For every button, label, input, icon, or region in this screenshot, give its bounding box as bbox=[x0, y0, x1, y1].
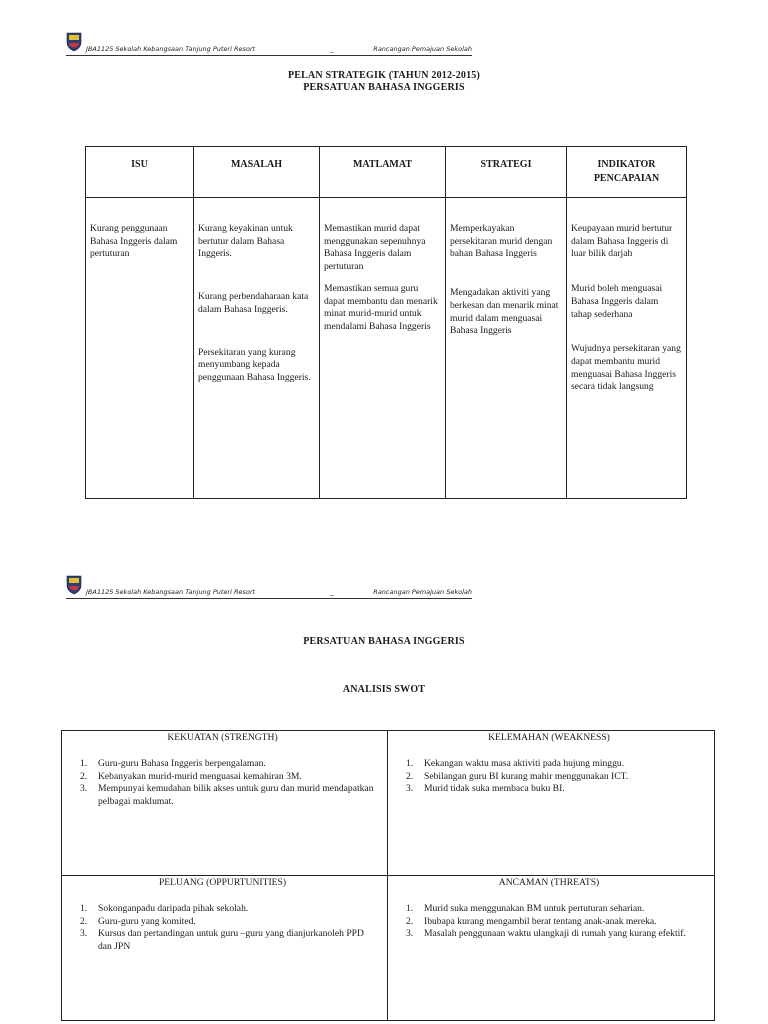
weakness-heading: KELEMAHAN (WEAKNESS) bbox=[488, 732, 610, 743]
opportunities-heading: PELUANG (OPPURTUNITIES) bbox=[158, 877, 287, 888]
header-school-name: JBA1125 Sekolah Kebangsaan Tanjung Puteri Resort bbox=[86, 588, 256, 596]
list-item: 1. Sokonganpadu daripada pihak sekolah. bbox=[80, 903, 249, 914]
page-header bbox=[66, 575, 472, 605]
matlamat-text-2: Memastikan semua guru dapat membantu dan menarik minat murid-murid untuk mendalami Bahasa Inggeris bbox=[324, 282, 438, 332]
indikator-text-2: Murid boleh menguasai Bahasa Inggeris dalam tahap sederhana bbox=[571, 283, 663, 320]
header-separator: _ bbox=[330, 588, 334, 596]
list-item: 1. Kekangan waktu masa aktiviti pada hujung minggu. bbox=[406, 758, 625, 769]
swot-strength-cell bbox=[62, 731, 388, 876]
swot-table bbox=[61, 730, 715, 1021]
table-header-row bbox=[86, 147, 687, 198]
school-crest-icon bbox=[66, 32, 82, 52]
threats-heading: ANCAMAN (THREATS) bbox=[498, 877, 600, 888]
document-title: PELAN STRATEGIK (TAHUN 2012-2015) bbox=[287, 70, 481, 81]
masalah-text-3: Persekitaran yang kurang menyumbang kepada penggunaan Bahasa Inggeris. bbox=[198, 346, 311, 383]
header-rule bbox=[66, 55, 472, 56]
column-header-strategi: STRATEGI bbox=[446, 147, 567, 198]
cell-isu bbox=[86, 198, 194, 499]
matlamat-text-1: Memastikan murid dapat menggunakan sepenuhnya Bahasa Inggeris dalam pertuturan bbox=[324, 223, 426, 273]
column-header-matlamat: MATLAMAT bbox=[320, 147, 446, 198]
header-rule bbox=[66, 598, 472, 599]
weakness-list bbox=[406, 758, 704, 796]
swot-row-bottom bbox=[62, 876, 715, 1021]
list-item: 2. Kebanyakan murid-murid menguasai kemahiran 3M. bbox=[80, 770, 302, 782]
header-separator: _ bbox=[330, 45, 334, 53]
header-plan-name: Rancangan Pemajuan Sekolah bbox=[373, 45, 472, 53]
column-header-masalah: MASALAH bbox=[194, 147, 320, 198]
table-row bbox=[86, 198, 687, 499]
opportunities-list bbox=[80, 903, 377, 953]
masalah-text-2: Kurang perbendaharaan kata dalam Bahasa Inggeris. bbox=[198, 291, 309, 315]
cell-matlamat bbox=[320, 198, 446, 499]
swot-opportunities-cell bbox=[62, 876, 388, 1021]
swot-title: ANALISIS SWOT bbox=[342, 684, 426, 695]
swot-row-top bbox=[62, 731, 715, 876]
threats-list bbox=[406, 903, 704, 941]
list-item: 3. Kursus dan pertandingan untuk guru –guru yang dianjurkanoleh PPD dan JPN bbox=[80, 928, 364, 952]
page-header bbox=[66, 32, 472, 62]
masalah-text-1: Kurang keyakinan untuk bertutur dalam Bahasa Inggeris. bbox=[198, 223, 293, 260]
list-item: 3. Mempunyai kemudahan bilik akses untuk guru dan murid mendapatkan pelbagai maklumat. bbox=[80, 783, 374, 807]
column-header-isu: ISU bbox=[86, 147, 194, 198]
swot-threats-cell bbox=[388, 876, 715, 1021]
indikator-text-1: Keupayaan murid bertutur dalam Bahasa Inggeris di luar bilik darjah bbox=[571, 223, 673, 260]
list-item: 2. Sebilangan guru BI kurang mahir menggunakan ICT. bbox=[406, 770, 629, 782]
list-item: 1. Guru-guru Bahasa Inggeris berpengalaman. bbox=[80, 758, 266, 769]
isu-text: Kurang penggunaan Bahasa Inggeris dalam pertuturan bbox=[90, 223, 178, 260]
document-title: PERSATUAN BAHASA INGGERIS bbox=[303, 636, 465, 647]
strategi-text-1: Memperkayakan persekitaran murid dengan bahan Bahasa Inggeris bbox=[450, 223, 553, 260]
header-plan-name: Rancangan Pemajuan Sekolah bbox=[373, 588, 472, 596]
header-school-name: JBA1125 Sekolah Kebangsaan Tanjung Puteri Resort bbox=[86, 45, 256, 53]
strength-heading: KEKUATAN (STRENGTH) bbox=[167, 732, 278, 743]
cell-indikator bbox=[567, 198, 687, 499]
list-item: 2. Ibubapa kurang mengambil berat tentang anak-anak mereka. bbox=[406, 915, 657, 927]
cell-strategi bbox=[446, 198, 567, 499]
indikator-text-3: Wujudnya persekitaran yang dapat membantu murid menguasai Bahasa Inggeris secara tidak langsung bbox=[571, 343, 681, 393]
strength-list bbox=[80, 758, 377, 808]
document-subtitle: PERSATUAN BAHASA INGGERIS bbox=[303, 82, 465, 93]
school-crest-icon bbox=[66, 575, 82, 595]
strategic-plan-table bbox=[85, 146, 687, 499]
list-item: 2. Guru-guru yang komited. bbox=[80, 915, 196, 927]
swot-weakness-cell bbox=[388, 731, 715, 876]
list-item: 3. Masalah penggunaan waktu ulangkaji di rumah yang kurang efektif. bbox=[406, 928, 686, 940]
column-header-indikator: INDIKATOR PENCAPAIAN bbox=[567, 147, 687, 198]
cell-masalah bbox=[194, 198, 320, 499]
list-item: 3. Murid tidak suka membaca buku BI. bbox=[406, 783, 565, 795]
list-item: 1. Murid suka menggunakan BM untuk pertuturan seharian. bbox=[406, 903, 645, 914]
strategi-text-2: Mengadakan aktiviti yang berkesan dan menarik minat murid dalam menguasai Bahasa Inggeris bbox=[450, 287, 559, 337]
